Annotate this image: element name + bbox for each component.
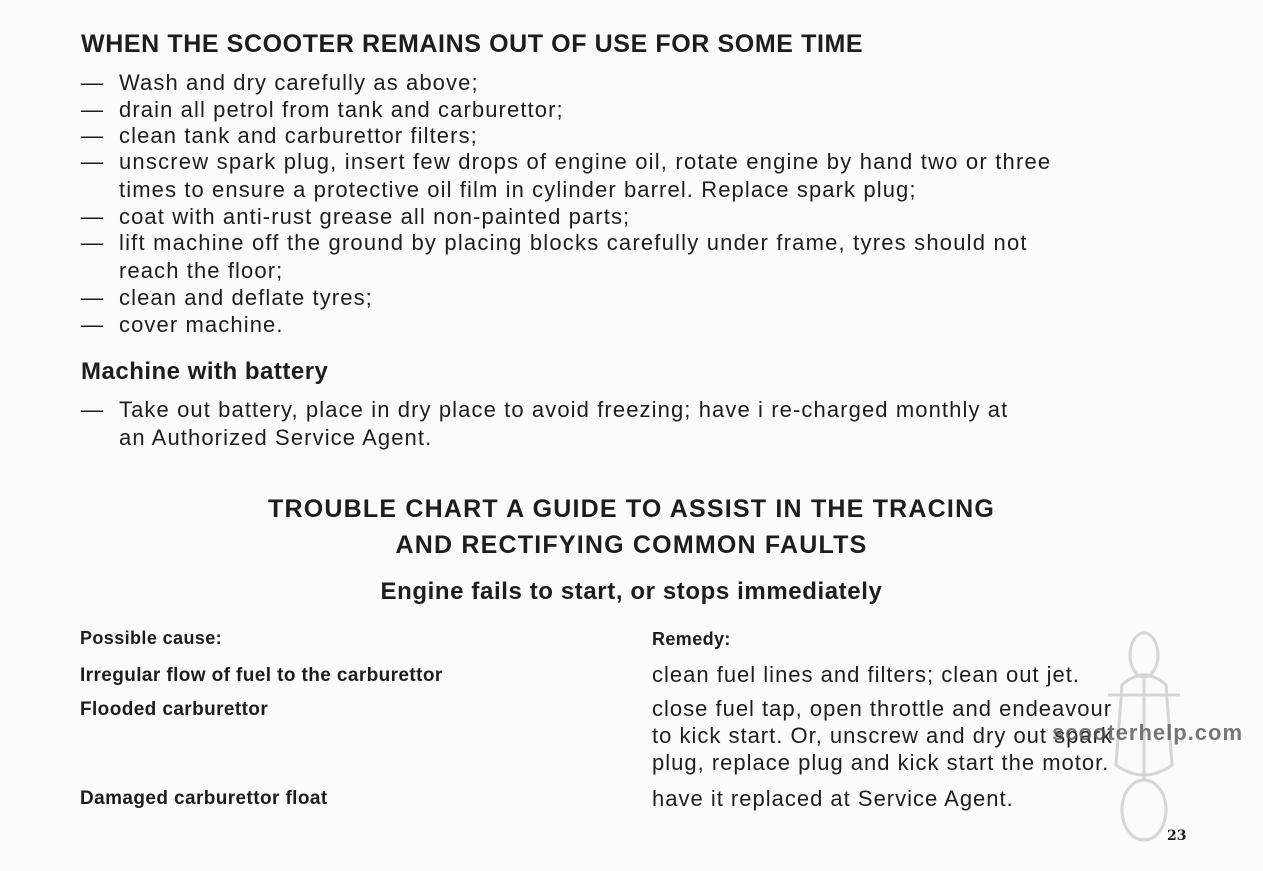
list-item	[81, 311, 284, 338]
cause-text: Damaged carburettor float	[80, 788, 328, 809]
list-item-continuation: times to ensure a protective oil film in cylinder barrel. Replace spark plug;	[119, 177, 917, 202]
list-item-continuation: an Authorized Service Agent.	[119, 425, 433, 450]
dash: —	[81, 123, 105, 148]
remedy-text: plug, replace plug and kick start the motor.	[652, 750, 1110, 775]
list-item-text: clean tank and carburettor filters;	[119, 123, 478, 148]
list-item	[81, 229, 1028, 256]
list-item-text: coat with anti-rust grease all non-painted parts;	[119, 204, 631, 229]
remedy-column-header: Remedy:	[652, 629, 731, 649]
list-item-text: Wash and dry carefully as above;	[119, 70, 479, 95]
list-item	[81, 69, 479, 96]
storage-heading: WHEN THE SCOOTER REMAINS OUT OF USE FOR SOME TIME	[81, 30, 864, 58]
list-item-text: unscrew spark plug, insert few drops of engine oil, rotate engine by hand two or three	[119, 149, 1052, 174]
list-item-text: cover machine.	[119, 312, 284, 337]
dash: —	[81, 149, 105, 174]
dash: —	[81, 70, 105, 95]
list-item	[81, 284, 373, 311]
trouble-chart-title-line1: TROUBLE CHART A GUIDE TO ASSIST IN THE TRACING	[268, 495, 995, 523]
watermark-text: scooterhelp.com	[1052, 720, 1244, 745]
trouble-chart-title-line2: AND RECTIFYING COMMON FAULTS	[395, 531, 868, 559]
remedy-text: have it replaced at Service Agent.	[652, 786, 1014, 811]
list-item-text: drain all petrol from tank and carburettor;	[119, 97, 564, 122]
cause-column-header: Possible cause:	[80, 628, 223, 648]
list-item-text: lift machine off the ground by placing blocks carefully under frame, tyres should not	[119, 230, 1028, 255]
list-item-text: clean and deflate tyres;	[119, 285, 373, 310]
cause-text: Irregular flow of fuel to the carburettor	[80, 665, 443, 686]
list-item	[81, 396, 1008, 423]
cause-text: Flooded carburettor	[80, 699, 269, 720]
list-item	[81, 122, 478, 149]
list-item-continuation: reach the floor;	[119, 258, 284, 283]
dash: —	[81, 204, 105, 229]
list-item	[81, 148, 1051, 175]
dash: —	[81, 397, 105, 422]
remedy-text: close fuel tap, open throttle and endeavour	[652, 696, 1113, 721]
battery-heading: Machine with battery	[81, 358, 329, 385]
list-item-text: Take out battery, place in dry place to avoid freezing; have i re-charged monthly at	[119, 397, 1009, 422]
dash: —	[81, 230, 105, 255]
remedy-text: to kick start. Or, unscrew and dry out spark	[652, 723, 1113, 748]
dash: —	[81, 312, 105, 337]
remedy-text: clean fuel lines and filters; clean out jet.	[652, 662, 1081, 687]
list-item	[81, 96, 564, 123]
dash: —	[81, 285, 105, 310]
page-number: 23	[1167, 828, 1187, 844]
dash: —	[81, 97, 105, 122]
trouble-chart-subtitle: Engine fails to start, or stops immediately	[380, 578, 883, 605]
list-item	[81, 203, 630, 230]
